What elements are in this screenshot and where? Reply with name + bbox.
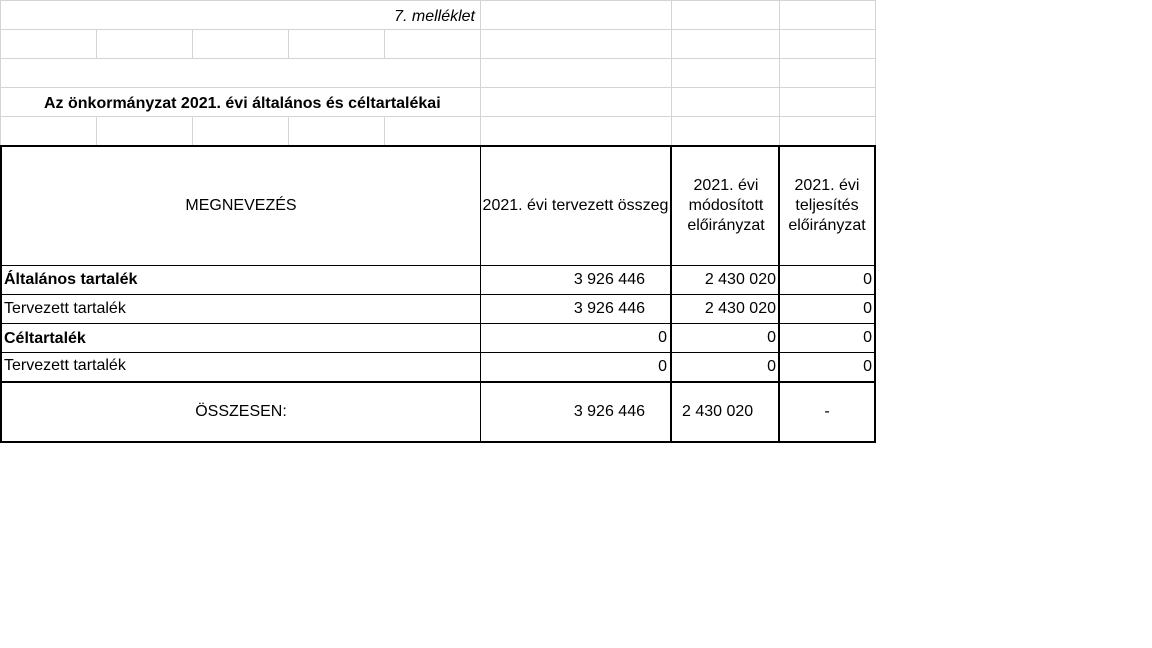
sheet-title: Az önkormányzat 2021. évi általános és céltartalékai [44,95,441,112]
total-planned: 3 926 446 [573,403,645,420]
row-planned: 0 [658,358,667,375]
header-completion: 2021. évi teljesítés előirányzat [788,177,866,234]
header-planned: 2021. évi tervezett összeg [482,197,669,214]
header-name: MEGNEVEZÉS [185,197,297,214]
annex-label: 7. melléklet [394,8,475,25]
row-completion: 0 [863,300,872,317]
row-completion: 0 [863,358,872,375]
total-completion: - [824,403,830,420]
row-name: Általános tartalék [4,271,138,288]
row-name: Tervezett tartalék [4,300,126,317]
row-completion: 0 [863,329,872,346]
row-name: Tervezett tartalék [4,357,126,374]
row-name: Céltartalék [4,330,86,347]
row-modified: 0 [767,358,776,375]
row-modified: 2 430 020 [704,271,776,288]
row-modified: 0 [767,329,776,346]
row-planned: 3 926 446 [573,300,645,317]
total-modified: 2 430 020 [682,403,754,420]
row-completion: 0 [863,271,872,288]
row-planned: 0 [658,329,667,346]
row-planned: 3 926 446 [573,271,645,288]
header-modified: 2021. évi módosított előirányzat [687,177,765,234]
total-label: ÖSSZESEN: [195,403,287,420]
row-modified: 2 430 020 [704,300,776,317]
